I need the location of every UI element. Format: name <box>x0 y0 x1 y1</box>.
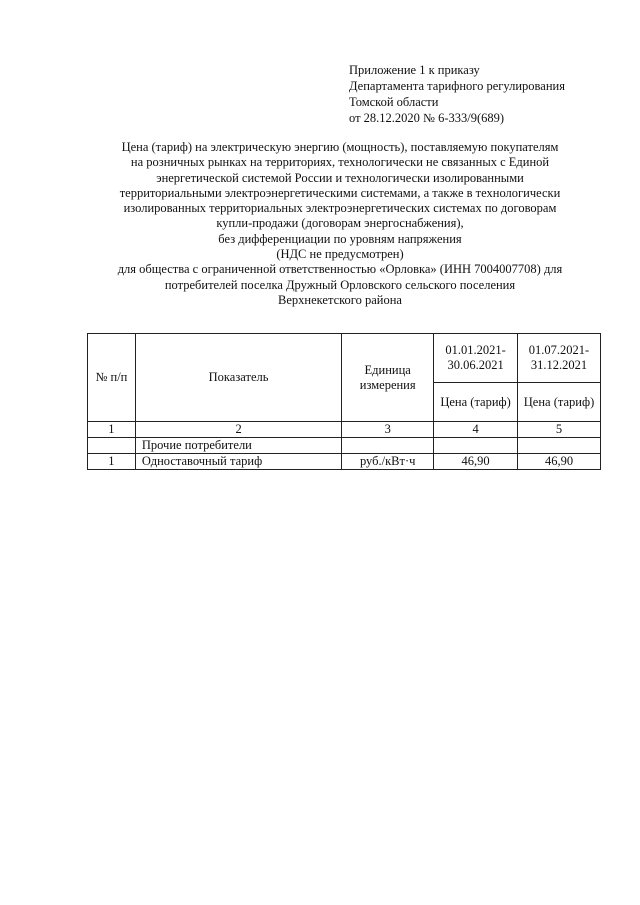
title-line: на розничных рынках на территориях, технологически не связанных с Единой <box>130 155 550 170</box>
header-indicator: Показатель <box>135 334 341 422</box>
header-num: № п/п <box>88 334 136 422</box>
title-line: энергетической системой России и технологически изолированными <box>156 170 524 185</box>
appendix-line: Департамента тарифного регулирования <box>349 79 565 93</box>
header-period-1: 01.01.2021-30.06.2021 <box>434 334 518 383</box>
title-line: Верхнекетского района <box>278 292 402 307</box>
appendix-line: Томской области <box>349 95 439 109</box>
title-line: (НДС не предусмотрен) <box>276 247 404 262</box>
appendix-order-date: от 28.12.2020 № 6-333/9(689) <box>349 111 505 125</box>
group-value-cell <box>434 438 518 454</box>
column-number: 3 <box>342 422 434 438</box>
row-unit: руб./кВт·ч <box>342 454 434 470</box>
document-title <box>80 140 600 308</box>
header-unit: Единица измерения <box>342 334 434 422</box>
group-label: Прочие потребители <box>135 438 341 454</box>
title-line: Цена (тариф) на электрическую энергию (мощность), поставляемую покупателям <box>121 140 559 154</box>
group-unit-cell <box>342 438 434 454</box>
column-number: 4 <box>434 422 518 438</box>
column-numbering-row <box>88 422 601 438</box>
header-price-2: Цена (тариф) <box>518 383 601 422</box>
column-number: 5 <box>518 422 601 438</box>
group-row <box>88 438 601 454</box>
row-num: 1 <box>88 454 136 470</box>
title-line: территориальными электроэнергетическими системами, а также в технологически <box>119 185 561 200</box>
group-num-cell <box>88 438 136 454</box>
header-period-2: 01.07.2021-31.12.2021 <box>518 334 601 383</box>
row-value-period-1: 46,90 <box>434 454 518 470</box>
appendix-header <box>349 62 565 126</box>
table-row <box>88 454 601 470</box>
title-line: потребителей поселка Дружный Орловского сельского поселения <box>164 277 516 292</box>
header-price-1: Цена (тариф) <box>434 383 518 422</box>
column-number: 1 <box>88 422 136 438</box>
column-number: 2 <box>135 422 341 438</box>
title-line: купли-продажи (договорам энергоснабжения), <box>216 216 464 231</box>
title-line: для общества с ограниченной ответственностью «Орловка» (ИНН 7004007708) для <box>117 262 563 277</box>
title-line: без дифференциации по уровням напряжения <box>218 231 462 246</box>
row-value-period-2: 46,90 <box>518 454 601 470</box>
title-line: изолированных территориальных электроэнергетических системах по договорам <box>123 201 557 216</box>
appendix-line: Приложение 1 к приказу <box>349 63 480 77</box>
row-indicator: Одноставочный тариф <box>135 454 341 470</box>
group-value-cell <box>518 438 601 454</box>
tariff-table <box>87 333 601 470</box>
table-header-row <box>88 334 601 383</box>
